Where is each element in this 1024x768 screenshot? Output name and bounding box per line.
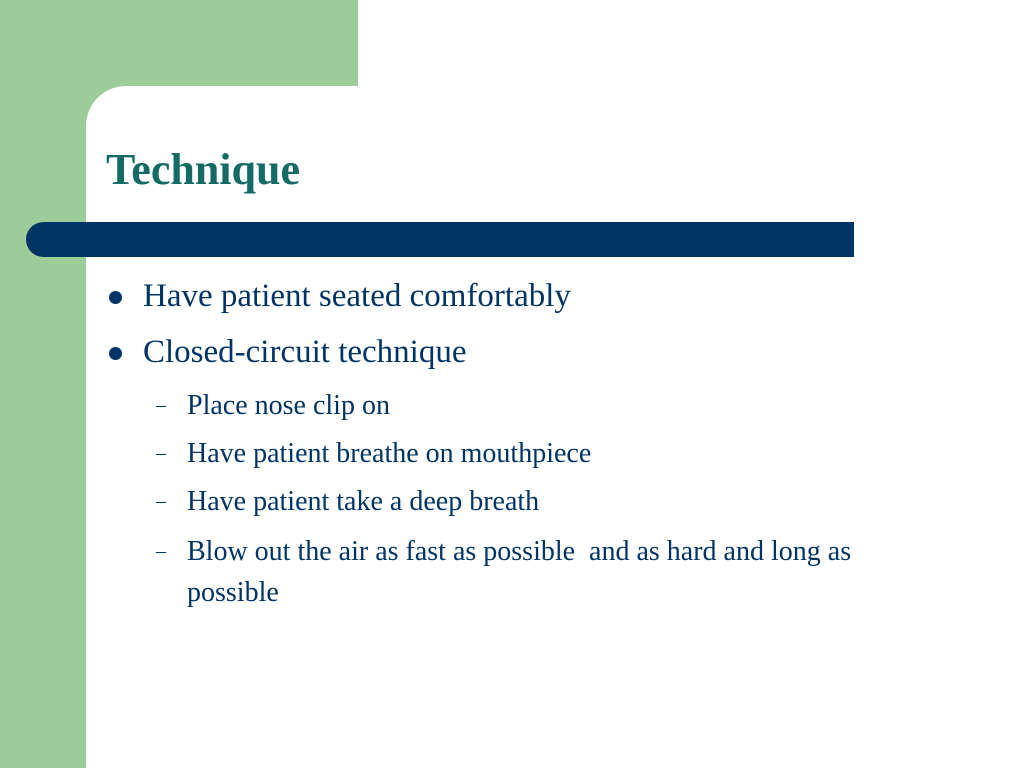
sub-item-text: Place nose clip on bbox=[187, 390, 390, 421]
bullet-text: Closed-circuit technique bbox=[143, 334, 467, 370]
slide-title: Technique bbox=[106, 145, 301, 194]
dash-icon: – bbox=[156, 490, 166, 512]
sub-item-deep-breath bbox=[150, 481, 930, 522]
sub-item-text: Have patient take a deep breath bbox=[187, 486, 540, 517]
sub-item-blow-out bbox=[150, 531, 930, 613]
sub-item-mouthpiece bbox=[150, 433, 930, 474]
sub-item-text: Have patient breathe on mouthpiece bbox=[187, 438, 592, 469]
dash-icon: – bbox=[156, 540, 166, 562]
bullet-dot-icon bbox=[109, 291, 122, 304]
sub-item-text: Blow out the air as fast as possible and as hard and long as possible bbox=[187, 536, 859, 608]
bullet-text: Have patient seated comfortably bbox=[143, 278, 571, 314]
dash-icon: – bbox=[156, 394, 166, 416]
dash-icon: – bbox=[156, 442, 166, 464]
sub-item-nose-clip bbox=[150, 385, 930, 426]
bullet-dot-icon bbox=[109, 347, 122, 360]
